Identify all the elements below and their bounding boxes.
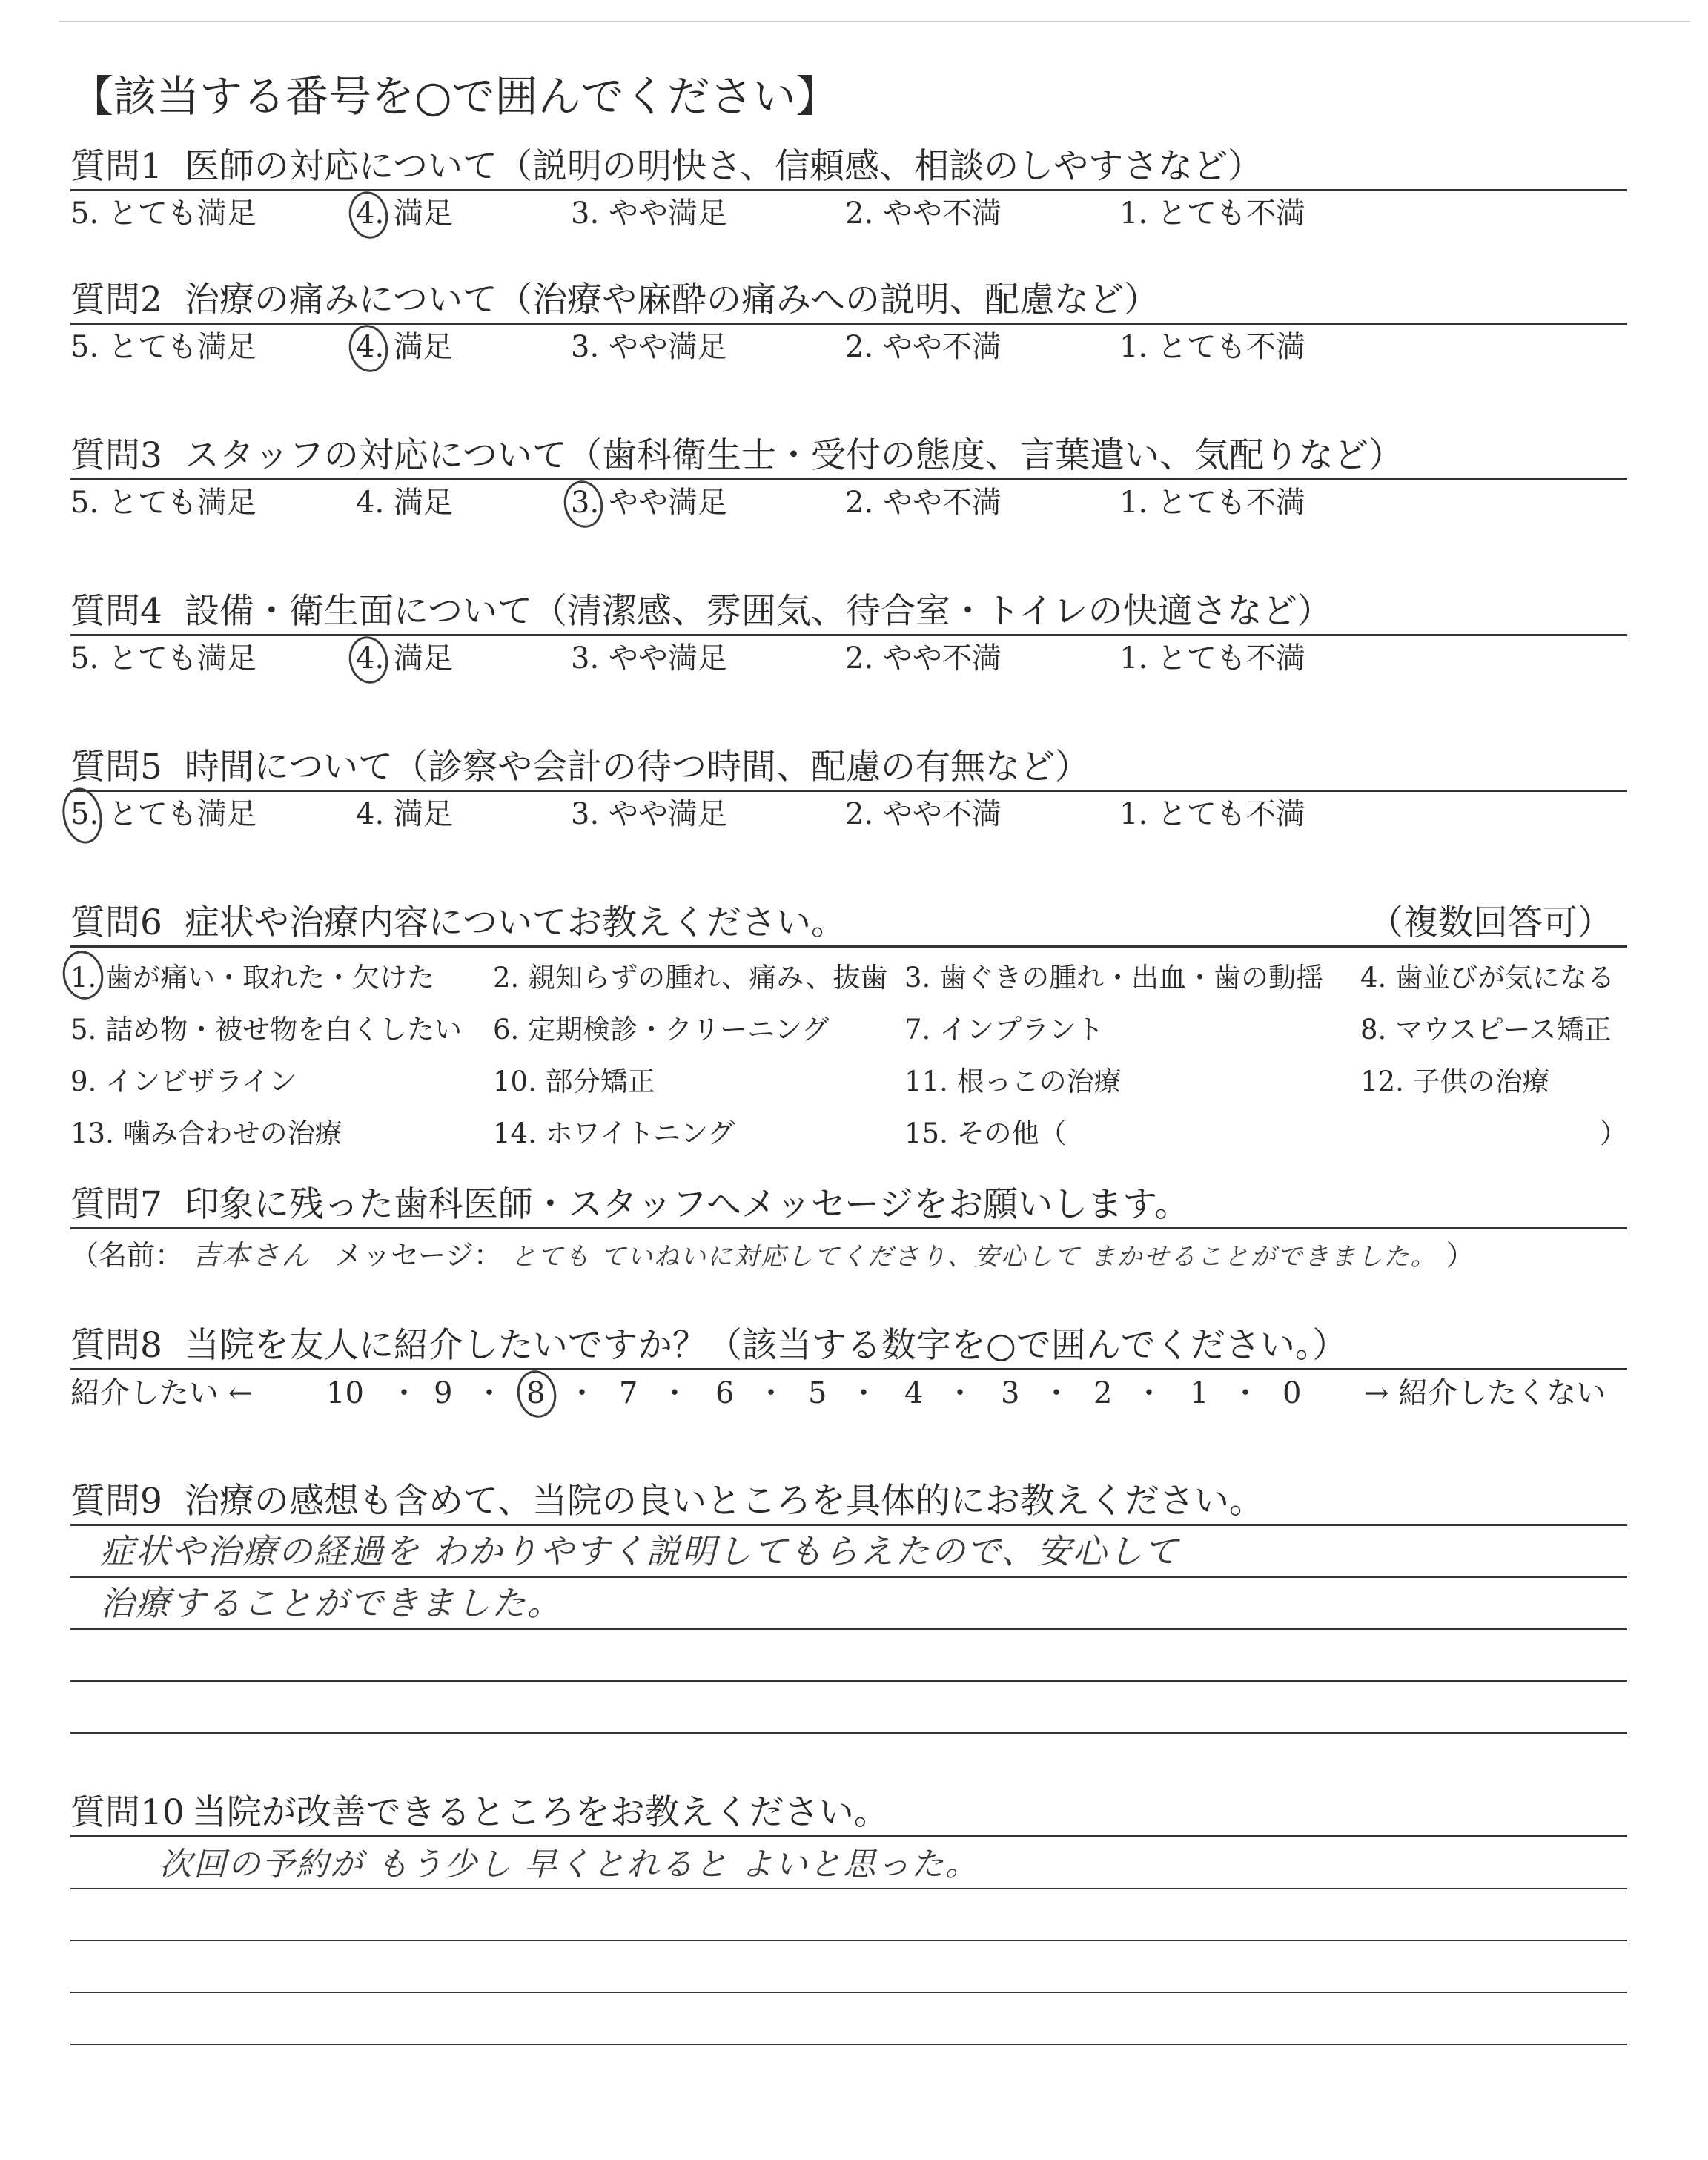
scale-0[interactable]: 0 [1282,1376,1302,1410]
question-number: 質問8 [70,1325,162,1366]
question-number: 質問6 [70,902,162,943]
option-10[interactable]: 10. 部分矯正 [493,1066,655,1097]
question-9 [70,1479,1627,1791]
option-5[interactable]: 5. とても満足 [70,797,256,831]
option-9[interactable]: 9. インビザライン [70,1066,297,1097]
top-rule [59,21,1690,22]
option-4[interactable]: 4. 満足 [356,797,453,831]
answer-lines[interactable] [70,1837,1627,2045]
option-5[interactable]: 5. とても満足 [70,196,256,231]
question-text: 症状や治療内容についてお教えください。 [184,902,846,943]
message-value[interactable]: とても ていねいに対応してくださり、安心して まかせることができました。 [511,1242,1437,1272]
option-4[interactable]: 4. 満足 [356,330,453,364]
scale-8[interactable]: 8 [526,1376,546,1410]
handwritten-circle-mark [513,1367,560,1421]
question-text: 当院が改善できるところをお教えください。 [191,1792,889,1833]
rating-options [70,191,1627,236]
rating-options [70,792,1627,836]
recommend-scale: 紹介したい ← 10 ・ 9 ・ 8 ・ 7 ・ 6 ・ 5 ・ 4 ・ 3 ・ 2 ・ 1 ・ 0 → 紹介したくない [70,1370,1627,1416]
question-number: 質問10 [70,1792,185,1833]
scale-2[interactable]: 2 [1093,1376,1113,1410]
question-text: スタッフの対応について（歯科衛生士・受付の態度、言葉遣い、気配りなど） [184,435,1403,476]
option-7[interactable]: 7. インプラント [904,1014,1105,1046]
message-label: メッセージ： [334,1239,502,1272]
question-text: 設備・衛生面について（清潔感、雰囲気、待合室・トイレの快適さなど） [184,591,1332,632]
question-text: 当院を友人に紹介したいですか？（該当する数字を○で囲んでください。） [184,1325,1348,1366]
option-5[interactable]: 5. とても満足 [70,330,256,364]
option-2[interactable]: 2. やや不満 [845,797,1002,831]
question-4 [70,589,1627,745]
question-5 [70,745,1627,901]
question-7 [70,1183,1627,1324]
message-line [70,1229,1627,1281]
option-11[interactable]: 11. 根っこの治療 [904,1066,1122,1097]
rating-options [70,325,1627,369]
option-2[interactable]: 2. やや不満 [845,486,1002,520]
answer-lines[interactable] [70,1526,1627,1734]
option-3[interactable]: 3. 歯ぐきの腫れ・出血・歯の動揺 [904,962,1324,994]
option-2[interactable]: 2. 親知らずの腫れ、痛み、抜歯 [493,962,888,994]
option-3[interactable]: 3. やや満足 [571,196,727,231]
other-close-paren: ） [1600,1117,1627,1149]
rating-options [70,636,1627,681]
handwritten-answer: 治療することができました。 [100,1583,563,1623]
scale-right-label: → 紹介したくない [1364,1376,1606,1410]
option-1[interactable]: 1. とても不満 [1119,330,1305,364]
scale-9[interactable]: 9 [434,1376,453,1410]
option-3[interactable]: 3. やや満足 [571,330,727,364]
option-4[interactable]: 4. 満足 [356,486,453,520]
question-number: 質問2 [70,280,162,320]
question-number: 質問5 [70,747,162,787]
survey-form [70,63,1627,2058]
option-12[interactable]: 12. 子供の治療 [1360,1066,1550,1097]
option-4[interactable]: 4. 満足 [356,641,453,676]
question-number: 質問9 [70,1481,162,1522]
question-1 [70,145,1627,278]
question-3 [70,434,1627,589]
rating-options [70,480,1627,525]
question-number: 質問7 [70,1184,162,1225]
option-1[interactable]: 1. とても不満 [1119,797,1305,831]
option-15[interactable]: 15. その他（ [904,1117,1067,1149]
option-3[interactable]: 3. やや満足 [571,797,727,831]
scale-left-label: 紹介したい ← [70,1376,254,1410]
handwritten-answer: 次回の予約が もう少し 早くとれると よいと思った。 [159,1846,979,1883]
name-value[interactable]: 吉本さん [192,1239,311,1272]
option-5[interactable]: 5. 詰め物・被せ物を白くしたい [70,1014,463,1046]
option-5[interactable]: 5. とても満足 [70,641,256,676]
handwritten-answer: 症状や治療の経過を わかりやすく説明してもらえたので、安心して [100,1531,1179,1571]
question-number: 質問4 [70,591,162,632]
question-6 [70,901,1627,1183]
option-3[interactable]: 3. やや満足 [571,641,727,676]
option-14[interactable]: 14. ホワイトニング [493,1117,735,1149]
question-text: 治療の感想も含めて、当院の良いところを具体的にお教えください。 [184,1481,1264,1522]
question-number: 質問1 [70,146,162,187]
question-10 [70,1791,1627,2058]
option-4[interactable]: 4. 満足 [356,196,453,231]
scale-4[interactable]: 4 [904,1376,924,1410]
scale-3[interactable]: 3 [1001,1376,1020,1410]
scale-10[interactable]: 10 [326,1376,364,1410]
option-5[interactable]: 5. とても満足 [70,486,256,520]
option-13[interactable]: 13. 噛み合わせの治療 [70,1117,342,1149]
multiple-answers-note: （複数回答可） [1368,902,1612,943]
scale-1[interactable]: 1 [1190,1376,1209,1410]
option-1[interactable]: 1. とても不満 [1119,486,1305,520]
scale-6[interactable]: 6 [715,1376,735,1410]
question-text: 時間について（診察や会計の待つ時間、配慮の有無など） [184,747,1090,787]
option-8[interactable]: 8. マウスピース矯正 [1360,1014,1612,1046]
option-3[interactable]: 3. やや満足 [571,486,727,520]
question-text: 医師の対応について（説明の明快さ、信頼感、相談のしやすさなど） [184,146,1263,187]
question-8 [70,1324,1627,1479]
question-number: 質問3 [70,435,162,476]
scale-7[interactable]: 7 [619,1376,638,1410]
option-1[interactable]: 1. とても不満 [1119,641,1305,676]
name-label: （名前： [70,1239,184,1272]
option-4[interactable]: 4. 歯並びが気になる [1360,962,1615,994]
option-6[interactable]: 6. 定期検診・クリーニング [493,1014,830,1046]
option-2[interactable]: 2. やや不満 [845,196,1002,231]
question-text: 治療の痛みについて（治療や麻酔の痛みへの説明、配慮など） [184,280,1159,320]
scale-5[interactable]: 5 [808,1376,827,1410]
question-2 [70,278,1627,434]
question-text: 印象に残った歯科医師・スタッフへメッセージをお願いします。 [184,1184,1190,1225]
symptom-options [70,948,1627,1155]
form-instruction: 【該当する番号を○で囲んでください】 [70,71,839,122]
message-close-paren: ） [1446,1239,1474,1272]
option-1[interactable]: 1. とても不満 [1119,196,1305,231]
option-2[interactable]: 2. やや不満 [845,641,1002,676]
option-2[interactable]: 2. やや不満 [845,330,1002,364]
option-1[interactable]: 1. 歯が痛い・取れた・欠けた [70,962,435,994]
